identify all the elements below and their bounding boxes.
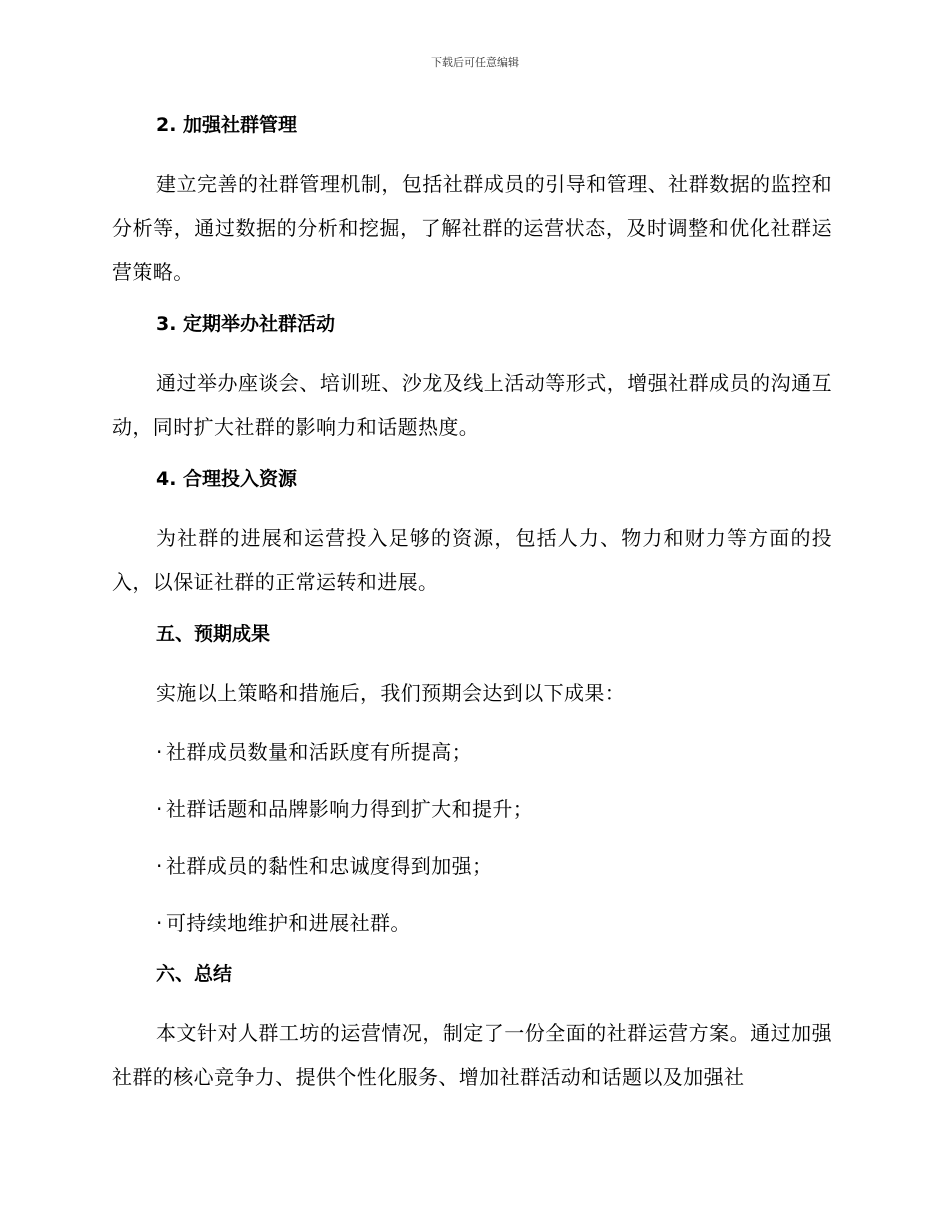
section-heading-community-management: 2. 加强社群管理 <box>156 114 298 136</box>
section-heading-community-activities: 3. 定期举办社群活动 <box>156 313 336 335</box>
bullet-dot-icon: · <box>156 740 163 764</box>
summary-paragraph: 本文针对人群工坊的运营情况，制定了一份全面的社群运营方案。通过加强社群的核心竞争力、提供个性化服务、增加社群活动和话题以及加强社 <box>112 1021 832 1089</box>
results-heading: 五、预期成果 <box>156 623 271 645</box>
section-paragraph-resource-investment: 为社群的进展和运营投入足够的资源，包括人力、物力和财力等方面的投入，以保证社群的正常运转和进展。 <box>112 526 832 594</box>
header-note: 下载后可任意编辑 <box>431 56 519 69</box>
section-paragraph-community-management: 建立完善的社群管理机制，包括社群成员的引导和管理、社群数据的监控和分析等，通过数据的分析和挖掘，了解社群的运营状态，及时调整和优化社群运营策略。 <box>112 172 832 284</box>
list-item-text: 社群话题和品牌影响力得到扩大和提升； <box>166 797 534 821</box>
list-item <box>156 901 832 945</box>
list-item <box>156 787 832 831</box>
list-item-text: 可持续地维护和进展社群。 <box>166 911 411 935</box>
list-item-text: 社群成员数量和活跃度有所提高； <box>166 740 472 764</box>
bullet-dot-icon: · <box>156 911 163 935</box>
bullet-dot-icon: · <box>156 854 163 878</box>
list-item <box>156 730 832 774</box>
section-paragraph-community-activities: 通过举办座谈会、培训班、沙龙及线上活动等形式，增强社群成员的沟通互动，同时扩大社群的影响力和话题热度。 <box>112 371 832 439</box>
section-heading-resource-investment: 4. 合理投入资源 <box>156 468 298 490</box>
document-body <box>112 110 832 1114</box>
summary-heading: 六、总结 <box>156 963 233 985</box>
list-item <box>156 844 832 888</box>
results-intro: 实施以上策略和措施后，我们预期会达到以下成果： <box>156 681 626 705</box>
list-item-text: 社群成员的黏性和忠诚度得到加强； <box>166 854 493 878</box>
bullet-dot-icon: · <box>156 797 163 821</box>
